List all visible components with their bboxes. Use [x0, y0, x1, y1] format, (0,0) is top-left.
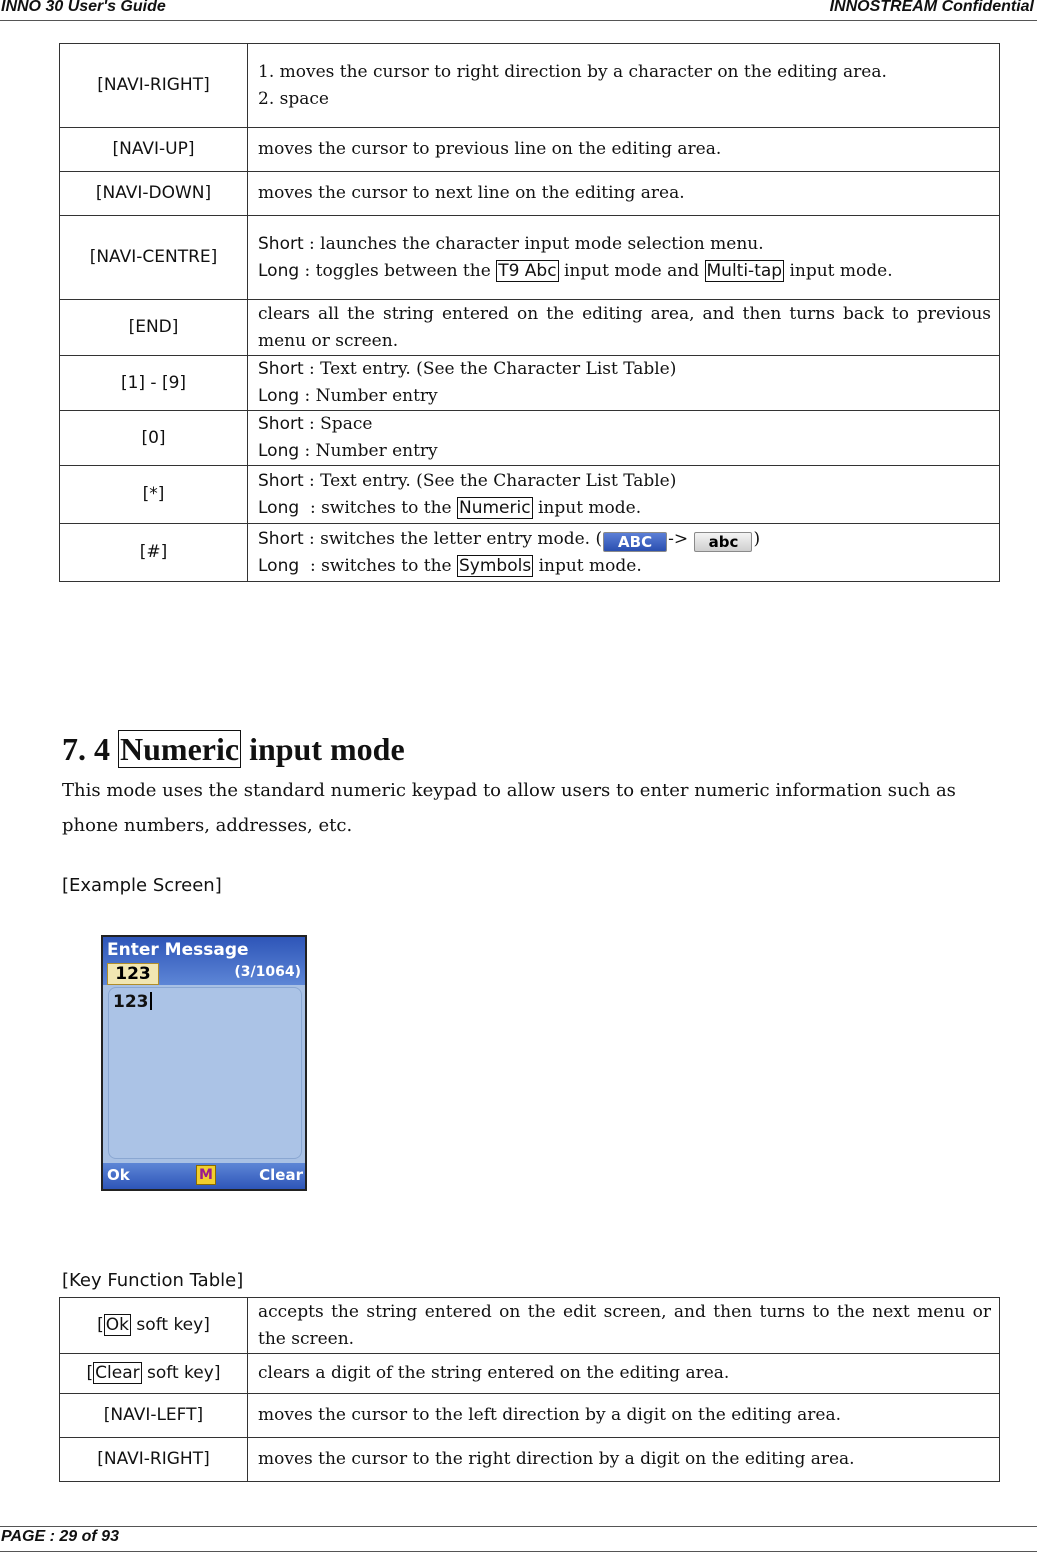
uppercase-abc-icon: ABC: [603, 532, 667, 552]
t9-abc-box: T9 Abc: [498, 260, 557, 281]
key-cell: [60, 1354, 248, 1394]
table-row: [60, 1394, 1000, 1438]
table-row: [60, 524, 1000, 582]
key-table-2: [59, 1297, 1000, 1482]
table-row: [60, 128, 1000, 172]
desc-text: : Space: [303, 414, 373, 434]
page-number: PAGE : 29 of 93: [1, 1528, 119, 1545]
desc-cell: [248, 466, 1000, 524]
desc-text: : Text entry. (See the Character List Table): [303, 470, 677, 491]
desc-text: input mode and: [558, 260, 705, 281]
key-text: soft key]: [141, 1363, 221, 1383]
desc-text: input mode.: [533, 555, 642, 576]
table-row: [60, 44, 1000, 128]
key-cell: [#]: [60, 524, 248, 582]
phone-softkey-bar: [103, 1163, 305, 1189]
desc-text: : Number entry: [299, 441, 438, 461]
section-heading: [62, 727, 405, 771]
header-doc-title: INNO 30 User's Guide: [1, 0, 166, 15]
example-screen-label: [Example Screen]: [62, 875, 222, 896]
desc-cell: clears all the string entered on the editing area, and then turns back to previous menu or screen.: [248, 300, 1000, 356]
short-label: Short: [258, 528, 304, 549]
key-text: [: [97, 1315, 104, 1335]
text-cursor: [150, 992, 152, 1010]
key-cell: [NAVI-CENTRE]: [60, 216, 248, 300]
phone-screenshot: [101, 935, 307, 1191]
short-label: Short: [258, 470, 304, 491]
desc-cell: [248, 44, 1000, 128]
desc-text: ): [753, 528, 761, 549]
long-label: Long: [258, 260, 300, 281]
short-label: Short: [258, 359, 304, 379]
desc-cell: moves the cursor to previous line on the editing area.: [248, 128, 1000, 172]
message-text: [113, 992, 152, 1012]
desc-cell: moves the cursor to the right direction by a digit on the editing area.: [248, 1438, 1000, 1482]
desc-cell: [248, 216, 1000, 300]
page-footer: [0, 1526, 1037, 1552]
long-label: Long: [258, 386, 300, 406]
desc-cell: clears a digit of the string entered on the editing area.: [248, 1354, 1000, 1394]
key-cell: [NAVI-RIGHT]: [60, 1438, 248, 1482]
phone-header-bar: [103, 937, 305, 985]
desc-cell: [248, 411, 1000, 466]
key-cell: [60, 1298, 248, 1354]
key-cell: [END]: [60, 300, 248, 356]
desc-text: : switches the letter entry mode. (: [303, 528, 603, 549]
clear-softkey: Clear: [259, 1166, 303, 1184]
key-cell: [*]: [60, 466, 248, 524]
desc-cell: [248, 524, 1000, 582]
desc-text: : switches to the: [299, 497, 457, 518]
section-number: 7. 4: [62, 731, 118, 767]
key-cell: [NAVI-RIGHT]: [60, 44, 248, 128]
key-cell: [NAVI-DOWN]: [60, 172, 248, 216]
table-row: [60, 466, 1000, 524]
char-counter: (3/1064): [234, 964, 301, 980]
table-row: [60, 1438, 1000, 1482]
table-row: [60, 356, 1000, 411]
desc-cell: [248, 356, 1000, 411]
desc-text: : Number entry: [299, 386, 438, 406]
key-cell: [NAVI-LEFT]: [60, 1394, 248, 1438]
desc-text: input mode.: [784, 260, 893, 281]
long-label: Long: [258, 441, 300, 461]
desc-text: : Text entry. (See the Character List Table): [303, 359, 677, 379]
lowercase-abc-icon: abc: [694, 532, 752, 552]
table-row: [60, 172, 1000, 216]
table-row: [60, 1354, 1000, 1394]
desc-text: : toggles between the: [299, 260, 497, 281]
ok-softkey: Ok: [107, 1166, 130, 1184]
long-label: Long: [258, 497, 300, 518]
long-label: Long: [258, 555, 300, 576]
short-label: Short: [258, 414, 304, 434]
desc-line: 1. moves the cursor to right direction by a character on the editing area.: [258, 61, 887, 82]
menu-m-icon: M: [196, 1165, 216, 1185]
key-text: [: [86, 1363, 94, 1383]
input-mode-badge: 123: [107, 963, 159, 985]
desc-cell: accepts the string entered on the edit screen, and then turns to the next menu or the screen.: [248, 1298, 1000, 1354]
page-header: [0, 0, 1037, 21]
arrow-text: ->: [668, 528, 689, 549]
table-row: [60, 411, 1000, 466]
message-edit-area: [108, 987, 302, 1159]
section-title-rest: input mode: [241, 731, 405, 767]
table-row: [60, 300, 1000, 356]
desc-text: : switches to the: [299, 555, 457, 576]
numeric-heading-box: Numeric: [120, 731, 240, 767]
table-row: [60, 1298, 1000, 1354]
header-confidential: INNOSTREAM Confidential: [829, 0, 1034, 15]
section-paragraph: This mode uses the standard numeric keypad to allow users to enter numeric information such as phone numbers, addresses, etc.: [62, 780, 956, 836]
key-function-table-label: [Key Function Table]: [62, 1270, 244, 1291]
key-cell: [NAVI-UP]: [60, 128, 248, 172]
symbols-box: Symbols: [459, 555, 532, 576]
numeric-box: Numeric: [459, 497, 531, 518]
phone-title: Enter Message: [107, 940, 249, 960]
short-label: Short: [258, 233, 304, 254]
table-row: [60, 216, 1000, 300]
ok-key-box: Ok: [105, 1315, 130, 1335]
desc-cell: moves the cursor to next line on the editing area.: [248, 172, 1000, 216]
desc-cell: moves the cursor to the left direction by a digit on the editing area.: [248, 1394, 1000, 1438]
multi-tap-box: Multi-tap: [706, 260, 783, 281]
key-cell: [0]: [60, 411, 248, 466]
desc-line: 2. space: [258, 88, 329, 109]
key-table-1: [59, 43, 1000, 582]
message-value: 123: [113, 992, 149, 1012]
desc-text: : launches the character input mode selection menu.: [303, 233, 764, 254]
desc-text: input mode.: [532, 497, 642, 518]
clear-key-box: Clear: [95, 1363, 140, 1383]
key-text: soft key]: [131, 1315, 210, 1335]
key-cell: [1] - [9]: [60, 356, 248, 411]
